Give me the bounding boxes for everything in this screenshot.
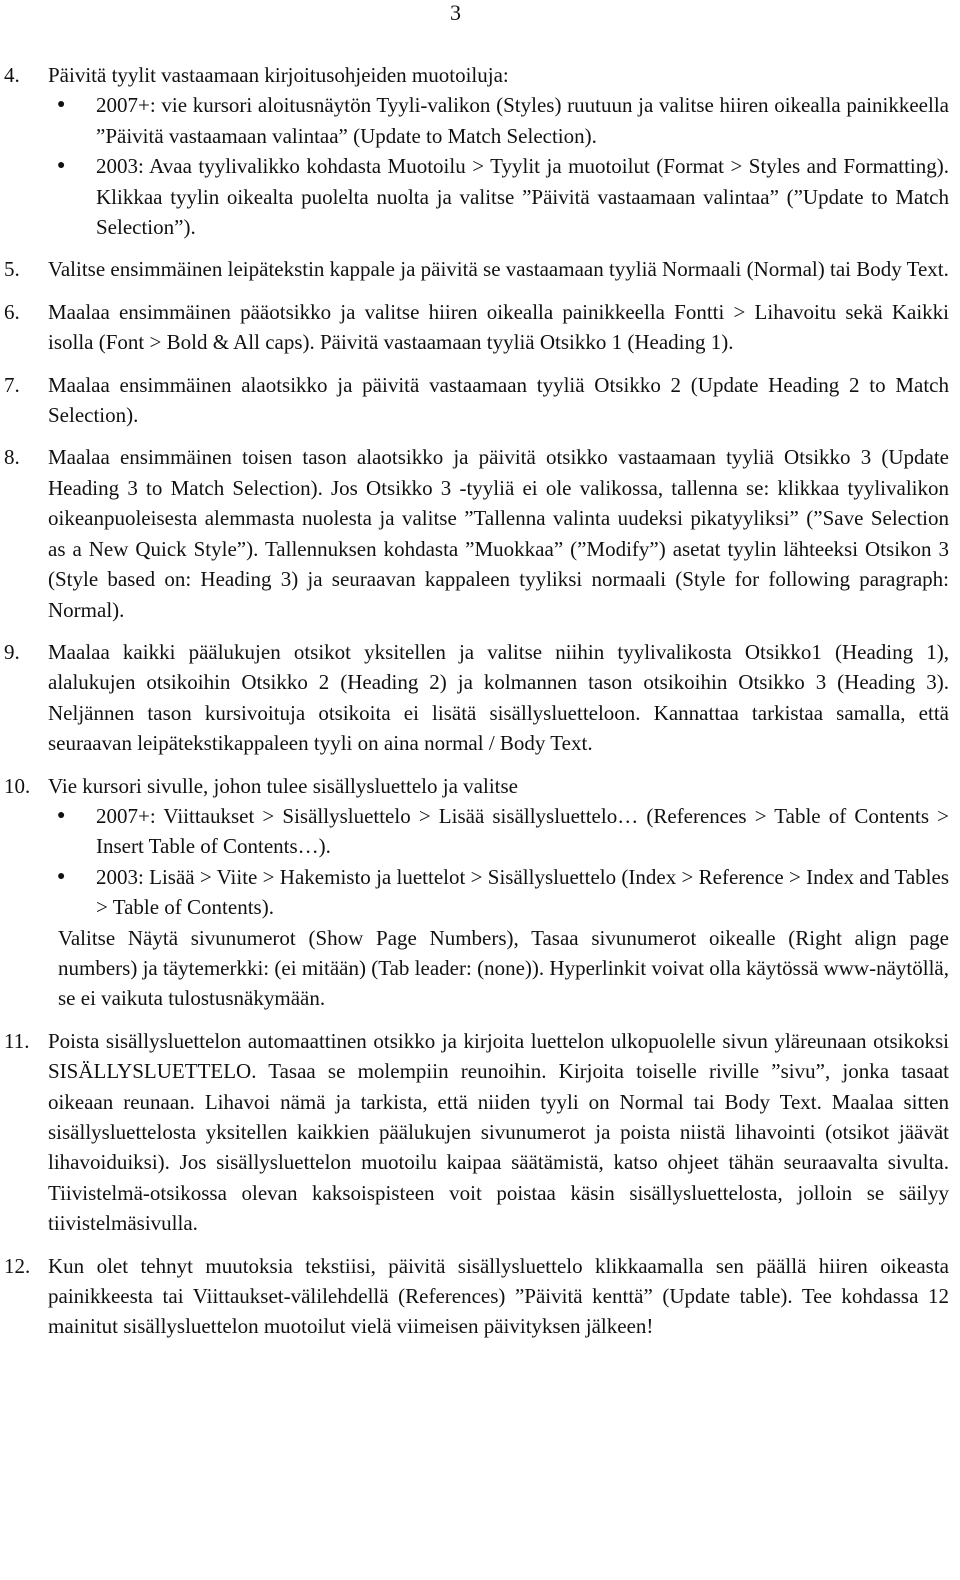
item-text: Valitse ensimmäinen leipätekstin kappale ja päivitä se vastaamaan tyyliä Normaali (Normal) tai Body Text. [48,257,949,282]
list-item [0,297,960,358]
item-text: Poista sisällysluettelon automaattinen otsikko ja kirjoita luettelon ulkopuolelle sivun yläreunaan otsikoksi SISÄLLYSLUETTELO. Tasaa se molempiin reunoihin. Kirjoita toiselle riville ”sivu”, jonka tasaat oikeaan reunaan. Lihavoi nämä ja tarkista, että niiden tyyli on Normal tai Body Text. Maalaa sitten sisällysluettelosta yksitellen kaikkien päälukujen sivunumerot ja poista niistä lihavointi (otsikot jäävät lihavoiduiksi). Jos sisällysluettelon muotoilu kaipaa säätämistä, katso ohjeet tähän seuraavalta sivulta. Tiivistelmä-otsikossa olevan kaksoispisteen voit poistaa käsin sisällysluettelosta, jolloin se säilyy tiivistelmäsivulla. [48,1028,949,1236]
bullet-list [48,90,949,242]
item-text: Maalaa ensimmäinen toisen tason alaotsikko ja päivitä otsikko vastaamaan tyyliä Otsikko 3 (Update Heading 3 to Match Selection). Jos Otsikko 3 -tyyliä ei ole valikossa, tallenna se: klikkaa tyylivalikon oikeanpuoleisesta alemmasta nuolesta ja valitse ”Tallenna valinta uudeksi pikatyyliksi” (”Save Selection as a New Quick Style”). Tallennuksen kohdasta ”Muokkaa” (”Modify”) asetat tyylin lähteeksi Otsikon 3 (Style based on: Heading 3) ja seuraavan kappaleen tyyliksi normaali (Style for following paragraph: Normal). [48,445,949,622]
item-text: Päivitä tyylit vastaamaan kirjoitusohjeiden muotoiluja: [48,63,509,87]
list-item [0,1251,960,1342]
list-item [0,442,960,624]
bullet-item: ● 2007+: Viittaukset > Sisällysluettelo > Lisää sisällysluettelo… (References > Table of Contents > Insert Table of Contents…). [48,801,949,862]
list-item [0,254,960,284]
list-item [0,370,960,431]
item-number: 11. [4,1028,30,1053]
list-item [0,637,960,759]
item-text: Maalaa ensimmäinen alaotsikko ja päivitä vastaamaan tyyliä Otsikko 2 (Update Heading 2 to Match Selection). [48,372,949,428]
bullet-item: ● 2003: Lisää > Viite > Hakemisto ja luettelot > Sisällysluettelo (Index > Reference > Index and Tables > Table of Contents). [48,862,949,923]
bullet-list [48,801,949,923]
item-number: 6. [4,299,20,324]
list-item [0,60,960,242]
page-number: 3 [450,0,461,25]
bullet-item: ● 2007+: vie kursori aloitusnäytön Tyyli-valikon (Styles) ruutuun ja valitse hiiren oikealla painikkeella ”Päivitä vastaamaan valintaa” (Update to Match Selection). [48,90,949,151]
item-text: Kun olet tehnyt muutoksia tekstiisi, päivitä sisällysluettelo klikkaamalla sen päällä hiiren oikeasta painikkeesta tai Viittaukset-välilehdellä (References) ”Päivitä kenttä” (Update table). Tee kohdassa 12 mainitut sisällysluettelon muotoilut vielä viimeisen päivityksen jälkeen! [48,1253,949,1339]
item-text: Maalaa ensimmäinen pääotsikko ja valitse hiiren oikealla painikkeella Fontti > Lihavoitu sekä Kaikki isolla (Font > Bold & All caps). Päivitä vastaamaan tyyliä Otsikko 1 (Heading 1). [48,299,949,355]
bullet-item: ● 2003: Avaa tyylivalikko kohdasta Muotoilu > Tyylit ja muotoilut (Format > Styles and Formatting). Klikkaa tyylin oikealta puolelta nuolta ja valitse ”Päivitä vastaamaan valintaa” (”Update to Match Selection”). [48,151,949,242]
item-number: 9. [4,639,20,664]
instruction-list [0,60,960,1354]
item-text: Maalaa kaikki päälukujen otsikot yksitellen ja valitse niihin tyylivalikosta Otsikko1 (Heading 1), alalukujen otsikoihin Otsikko 2 (Heading 2) ja kolmannen tason otsikoihin Otsikko 3 (Heading 3). Neljännen tason kursivoituja otsikoita ei lisätä sisällysluetteloon. Kannattaa tarkistaa samalla, että seuraavan leipätekstikappaleen tyyli on aina normal / Body Text. [48,639,949,756]
item-number: 5. [4,257,20,282]
item-number: 8. [4,445,20,470]
item-number: 10. [4,773,31,798]
list-item [0,1026,960,1239]
item-number: 12. [4,1253,31,1278]
item-number: 4. [4,63,20,87]
item-number: 7. [4,372,20,397]
list-item [0,771,960,1014]
item-note: Valitse Näytä sivunumerot (Show Page Numbers), Tasaa sivunumerot oikealle (Right align page numbers) ja täytemerkki: (ei mitään) (Tab leader: (none)). Hyperlinkit voivat olla käytössä www-näytöllä, se ei vaikuta tulostusnäkymään. [58,925,949,1011]
item-text: Vie kursori sivulle, johon tulee sisällysluettelo ja valitse [48,773,518,798]
